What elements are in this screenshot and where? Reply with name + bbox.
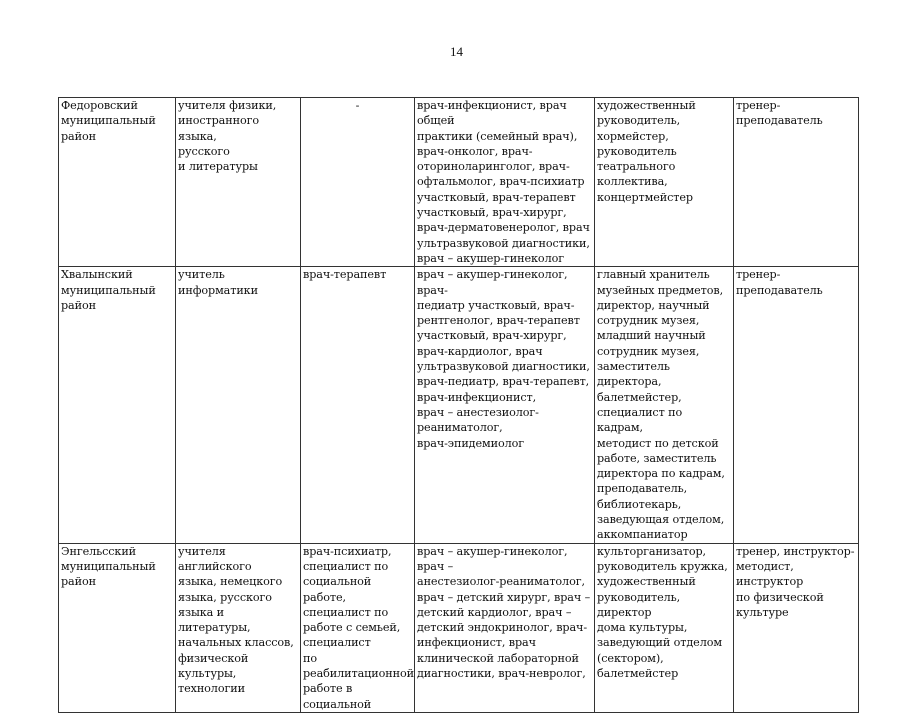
- medical-cell: врач-инфекционист, врач общей практики (семейный врач), врач-онколог, врач- оториноларинголог, врач- офтальмолог, врач-психиатр участковый, врач-терапевт участковый, врач-хирург, врач-дерматовенеролог, врач ультразвуковой диагностики, врач – акушер-гинеколог: [415, 98, 595, 267]
- culture-cell: главный хранитель музейных предметов, директор, научный сотрудник музея, младший научный сотрудник музея, заместитель директора, балетмейстер, специалист по кадрам, методист по детской работе, заместитель директора по кадрам, преподаватель, библиотекарь, заведующая отделом, аккомпаниатор: [595, 267, 734, 543]
- table-row: [59, 543, 859, 712]
- sport-cell: тренер, инструктор- методист, инструктор по физической культуре: [734, 543, 859, 712]
- social-cell: врач-терапевт: [301, 267, 415, 543]
- teachers-cell: учитель информатики: [176, 267, 301, 543]
- district-cell: Энгельсский муниципальный район: [59, 543, 176, 712]
- culture-cell: художественный руководитель, хормейстер, руководитель театрального коллектива, концертмейстер: [595, 98, 734, 267]
- sport-cell: тренер- преподаватель: [734, 98, 859, 267]
- social-cell: врач-психиатр, специалист по социальной работе, специалист по работе с семьей, специалист по реабилитационной работе в социальной: [301, 543, 415, 712]
- teachers-cell: учителя английского языка, немецкого языка, русского языка и литературы, начальных классов, физической культуры, технологии: [176, 543, 301, 712]
- social-cell: -: [301, 98, 415, 267]
- vacancies-table: [58, 97, 859, 713]
- page-number: 14: [450, 44, 463, 59]
- medical-cell: врач – акушер-гинеколог, врач – анестезиолог-реаниматолог, врач – детский хирург, врач – детский кардиолог, врач – детский эндокринолог, врач- инфекционист, врач клинической лабораторной диагностики, врач-невролог,: [415, 543, 595, 712]
- teachers-cell: учителя физики, иностранного языка, русского и литературы: [176, 98, 301, 267]
- district-cell: Федоровский муниципальный район: [59, 98, 176, 267]
- table-row: [59, 98, 859, 267]
- table-row: [59, 267, 859, 543]
- district-cell: Хвалынский муниципальный район: [59, 267, 176, 543]
- culture-cell: культорганизатор, руководитель кружка, художественный руководитель, директор дома культуры, заведующий отделом (сектором), балетмейстер: [595, 543, 734, 712]
- medical-cell: врач – акушер-гинеколог, врач- педиатр участковый, врач- рентгенолог, врач-терапевт участковый, врач-хирург, врач-кардиолог, врач ультразвуковой диагностики, врач-педиатр, врач-терапевт, врач-инфекционист, врач – анестезиолог-реаниматолог, врач-эпидемиолог: [415, 267, 595, 543]
- sport-cell: тренер- преподаватель: [734, 267, 859, 543]
